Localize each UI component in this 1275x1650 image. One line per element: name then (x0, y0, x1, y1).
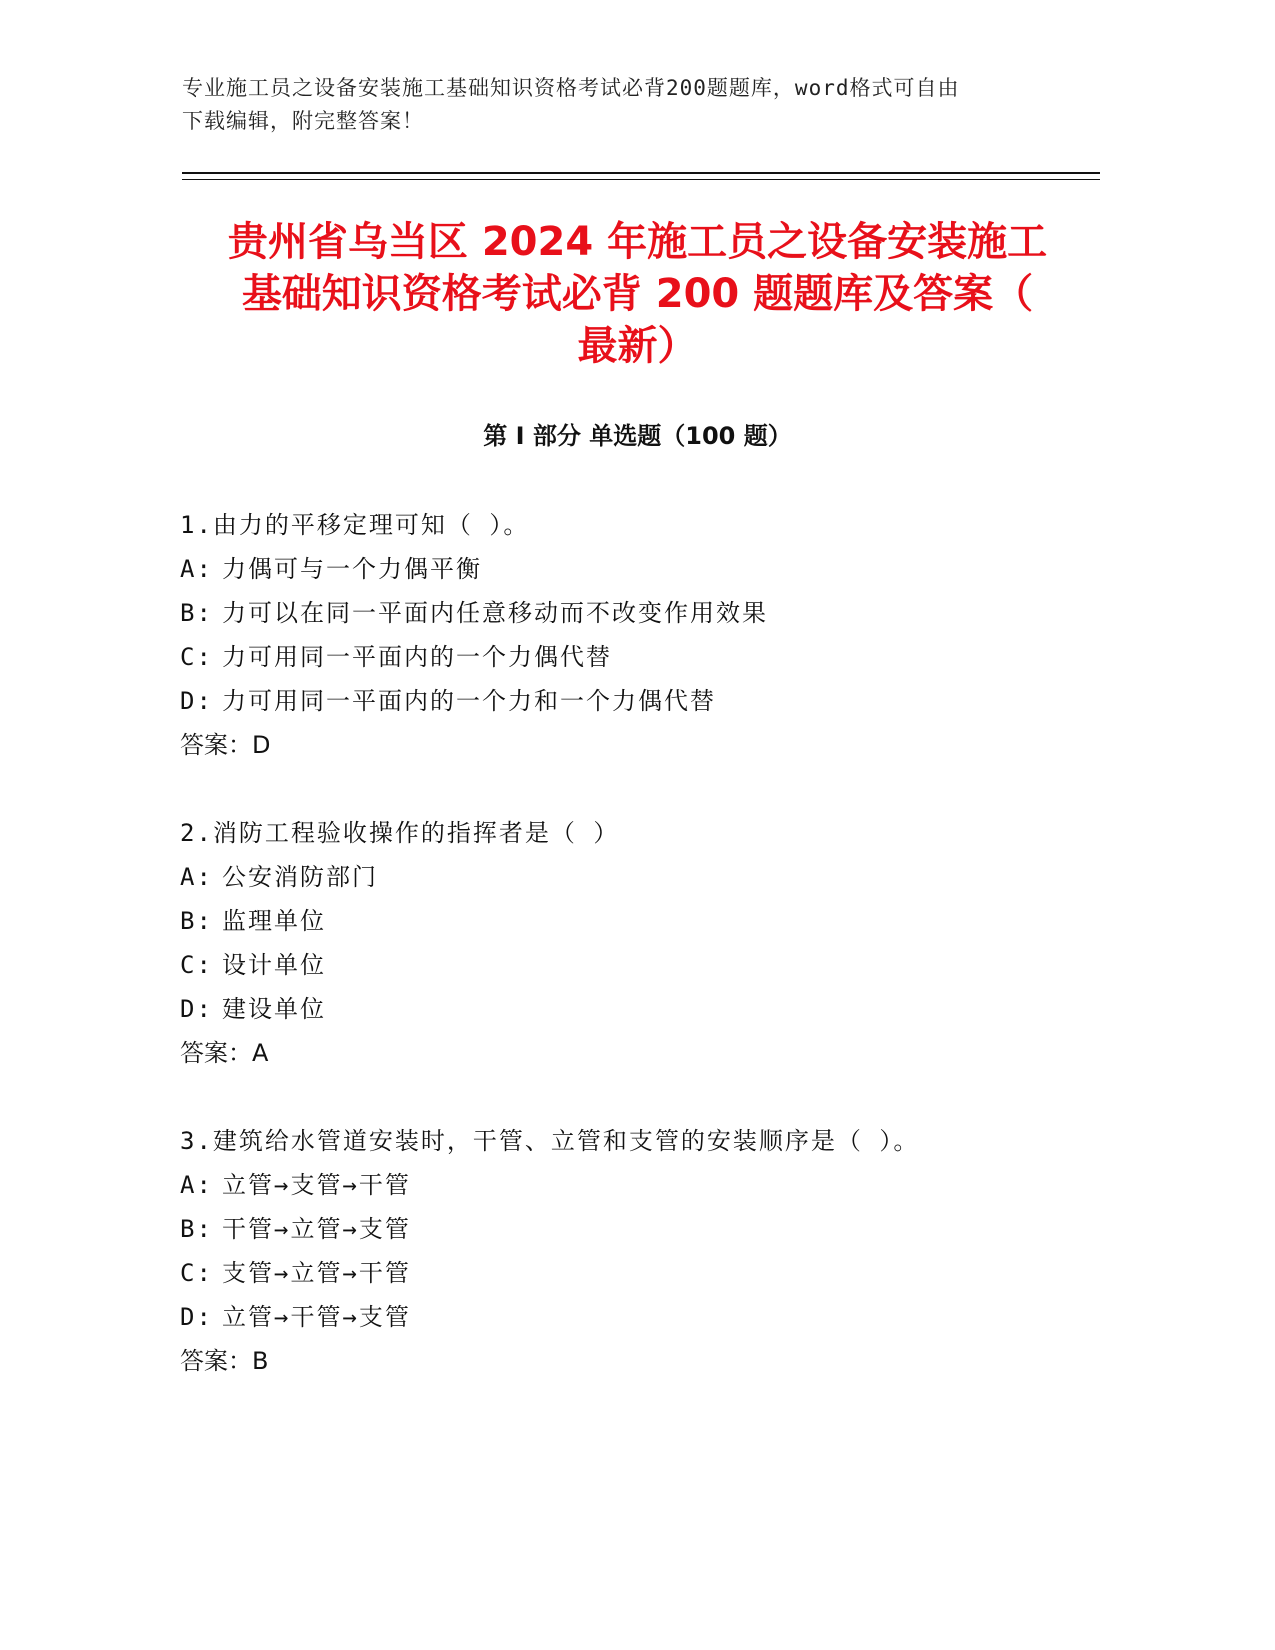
option-text: 监理单位 (222, 907, 326, 935)
option-text: 力可以在同一平面内任意移动而不改变作用效果 (222, 599, 768, 627)
option-letter: A: (180, 555, 213, 583)
option-text: 干管→立管→支管 (222, 1215, 411, 1243)
answer-value: A (252, 1039, 269, 1067)
header-note-line-2: 下载编辑，附完整答案！ (182, 109, 424, 133)
answer-prefix: 答案： (180, 1039, 252, 1067)
question-list (180, 503, 1100, 1427)
question-option (180, 1251, 1100, 1295)
option-letter: D: (180, 995, 213, 1023)
option-text: 建设单位 (222, 995, 326, 1023)
question-option (180, 987, 1100, 1031)
option-text: 公安消防部门 (222, 863, 378, 891)
question-option (180, 1295, 1100, 1339)
option-letter: B: (180, 907, 213, 935)
option-text: 力偶可与一个力偶平衡 (222, 555, 482, 583)
answer-value: B (252, 1347, 269, 1375)
question-option (180, 1163, 1100, 1207)
document-title (150, 216, 1125, 372)
option-text: 设计单位 (222, 951, 326, 979)
header-divider-thin (182, 179, 1100, 180)
option-letter: C: (180, 1259, 213, 1287)
section-title: 第 I 部分 单选题（100 题） (483, 422, 792, 450)
question-option (180, 943, 1100, 987)
option-letter: B: (180, 1215, 213, 1243)
question-option (180, 591, 1100, 635)
question-stem: 3.建筑给水管道安装时，干管、立管和支管的安装顺序是（ ）。 (180, 1127, 920, 1155)
question-option (180, 899, 1100, 943)
question-option (180, 679, 1100, 723)
question-answer (180, 1031, 1100, 1075)
option-letter: D: (180, 687, 213, 715)
answer-prefix: 答案： (180, 1347, 252, 1375)
option-text: 支管→立管→干管 (222, 1259, 411, 1287)
option-text: 力可用同一平面内的一个力偶代替 (222, 643, 612, 671)
question-answer (180, 1339, 1100, 1383)
option-letter: A: (180, 1171, 213, 1199)
question-item (180, 1119, 1100, 1383)
question-item (180, 503, 1100, 767)
option-text: 力可用同一平面内的一个力和一个力偶代替 (222, 687, 716, 715)
option-letter: D: (180, 1303, 213, 1331)
option-letter: C: (180, 951, 213, 979)
option-text: 立管→干管→支管 (222, 1303, 411, 1331)
document-title-line-3: 最新） (577, 323, 698, 369)
question-item (180, 811, 1100, 1075)
header-note (182, 72, 1062, 138)
question-stem: 2.消防工程验收操作的指挥者是（ ） (180, 819, 620, 847)
option-letter: B: (180, 599, 213, 627)
option-letter: C: (180, 643, 213, 671)
answer-value: D (252, 731, 271, 759)
question-option (180, 547, 1100, 591)
question-option (180, 635, 1100, 679)
document-title-line-1: 贵州省乌当区 2024 年施工员之设备安装施工 (227, 219, 1048, 265)
question-stem: 1.由力的平移定理可知（ ）。 (180, 511, 530, 539)
answer-prefix: 答案： (180, 731, 252, 759)
question-answer (180, 723, 1100, 767)
document-title-line-2: 基础知识资格考试必背 200 题题库及答案（ (241, 271, 1034, 317)
question-option (180, 855, 1100, 899)
option-letter: A: (180, 863, 213, 891)
header-note-line-1: 专业施工员之设备安装施工基础知识资格考试必背200题题库，word格式可自由 (182, 76, 960, 100)
option-text: 立管→支管→干管 (222, 1171, 411, 1199)
header-divider-thick (182, 172, 1100, 174)
question-option (180, 1207, 1100, 1251)
